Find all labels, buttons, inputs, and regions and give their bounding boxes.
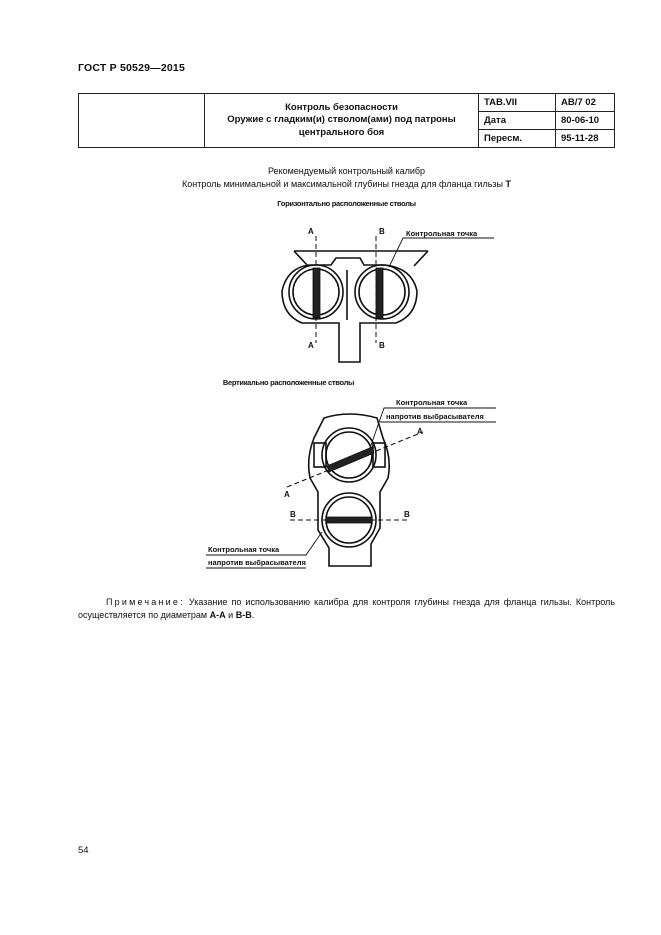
control-point-horizontal: Контрольная точка bbox=[406, 229, 478, 238]
label-a-right-vertical: A bbox=[417, 427, 423, 436]
label-b-top-horizontal: B bbox=[379, 227, 385, 236]
note-diameter-bb: В-В bbox=[235, 610, 252, 620]
vertical-subtitle: Вертикально расположенные стволы bbox=[222, 378, 355, 387]
caption-line2-text: Контроль минимальной и максимальной глубины гнезда для фланца гильзы bbox=[181, 179, 503, 189]
horizontal-gauge-drawing bbox=[282, 251, 428, 362]
vertical-gauge-drawing bbox=[309, 414, 390, 566]
header-title-line2: Оружие с гладким(и) стволом(ами) под патроны bbox=[227, 114, 456, 126]
control-point-bottom-line2: напротив выбрасывателя bbox=[208, 558, 306, 567]
note-diameter-aa: А-А bbox=[209, 610, 226, 620]
caption-line2-symbol: T bbox=[505, 179, 511, 189]
horizontal-subtitle: Горизонтально расположенные стволы bbox=[277, 199, 416, 208]
header-key-date: Дата bbox=[479, 112, 556, 130]
label-a-top-horizontal: A bbox=[308, 227, 314, 236]
header-title-line1: Контроль безопасности bbox=[285, 101, 398, 113]
label-a-left-vertical: A bbox=[284, 490, 290, 499]
label-a-bottom-horizontal: A bbox=[308, 341, 314, 350]
measure-bar-a-horizontal bbox=[313, 268, 320, 318]
note-and: и bbox=[228, 610, 234, 620]
measure-bar-b-horizontal bbox=[376, 268, 383, 318]
header-value-revision: 95-11-28 bbox=[556, 130, 615, 148]
caption-line1: Рекомендуемый контрольный калибр bbox=[267, 166, 426, 176]
label-b-right-vertical: B bbox=[404, 510, 410, 519]
note-text: Указание по использованию калибра для контроля глубины гнезда для фланца гильзы. Контроль осуществляется по диаметрам bbox=[78, 597, 615, 620]
measure-bar-b-vertical bbox=[326, 517, 372, 523]
leader-horizontal bbox=[389, 238, 494, 267]
header-key-revision: Пересм. bbox=[479, 130, 556, 148]
header-value-date: 80-06-10 bbox=[556, 112, 615, 130]
header-key-tab: TAB.VII bbox=[479, 94, 556, 112]
page-number: 54 bbox=[78, 845, 89, 856]
control-point-bottom-line1: Контрольная точка bbox=[208, 545, 280, 554]
header-value-tab: AB/7 02 bbox=[556, 94, 615, 112]
header-title-line3: центрального боя bbox=[298, 126, 385, 138]
note-lead: Примечание: bbox=[106, 597, 185, 607]
note-end: . bbox=[251, 610, 255, 620]
standard-code: ГОСТ Р 50529—2015 bbox=[78, 62, 186, 74]
label-b-bottom-horizontal: B bbox=[379, 341, 385, 350]
label-b-left-vertical: B bbox=[290, 510, 296, 519]
control-point-top-line2: напротив выбрасывателя bbox=[386, 412, 484, 421]
note-paragraph bbox=[78, 596, 615, 622]
control-point-top-line1: Контрольная точка bbox=[396, 398, 468, 407]
